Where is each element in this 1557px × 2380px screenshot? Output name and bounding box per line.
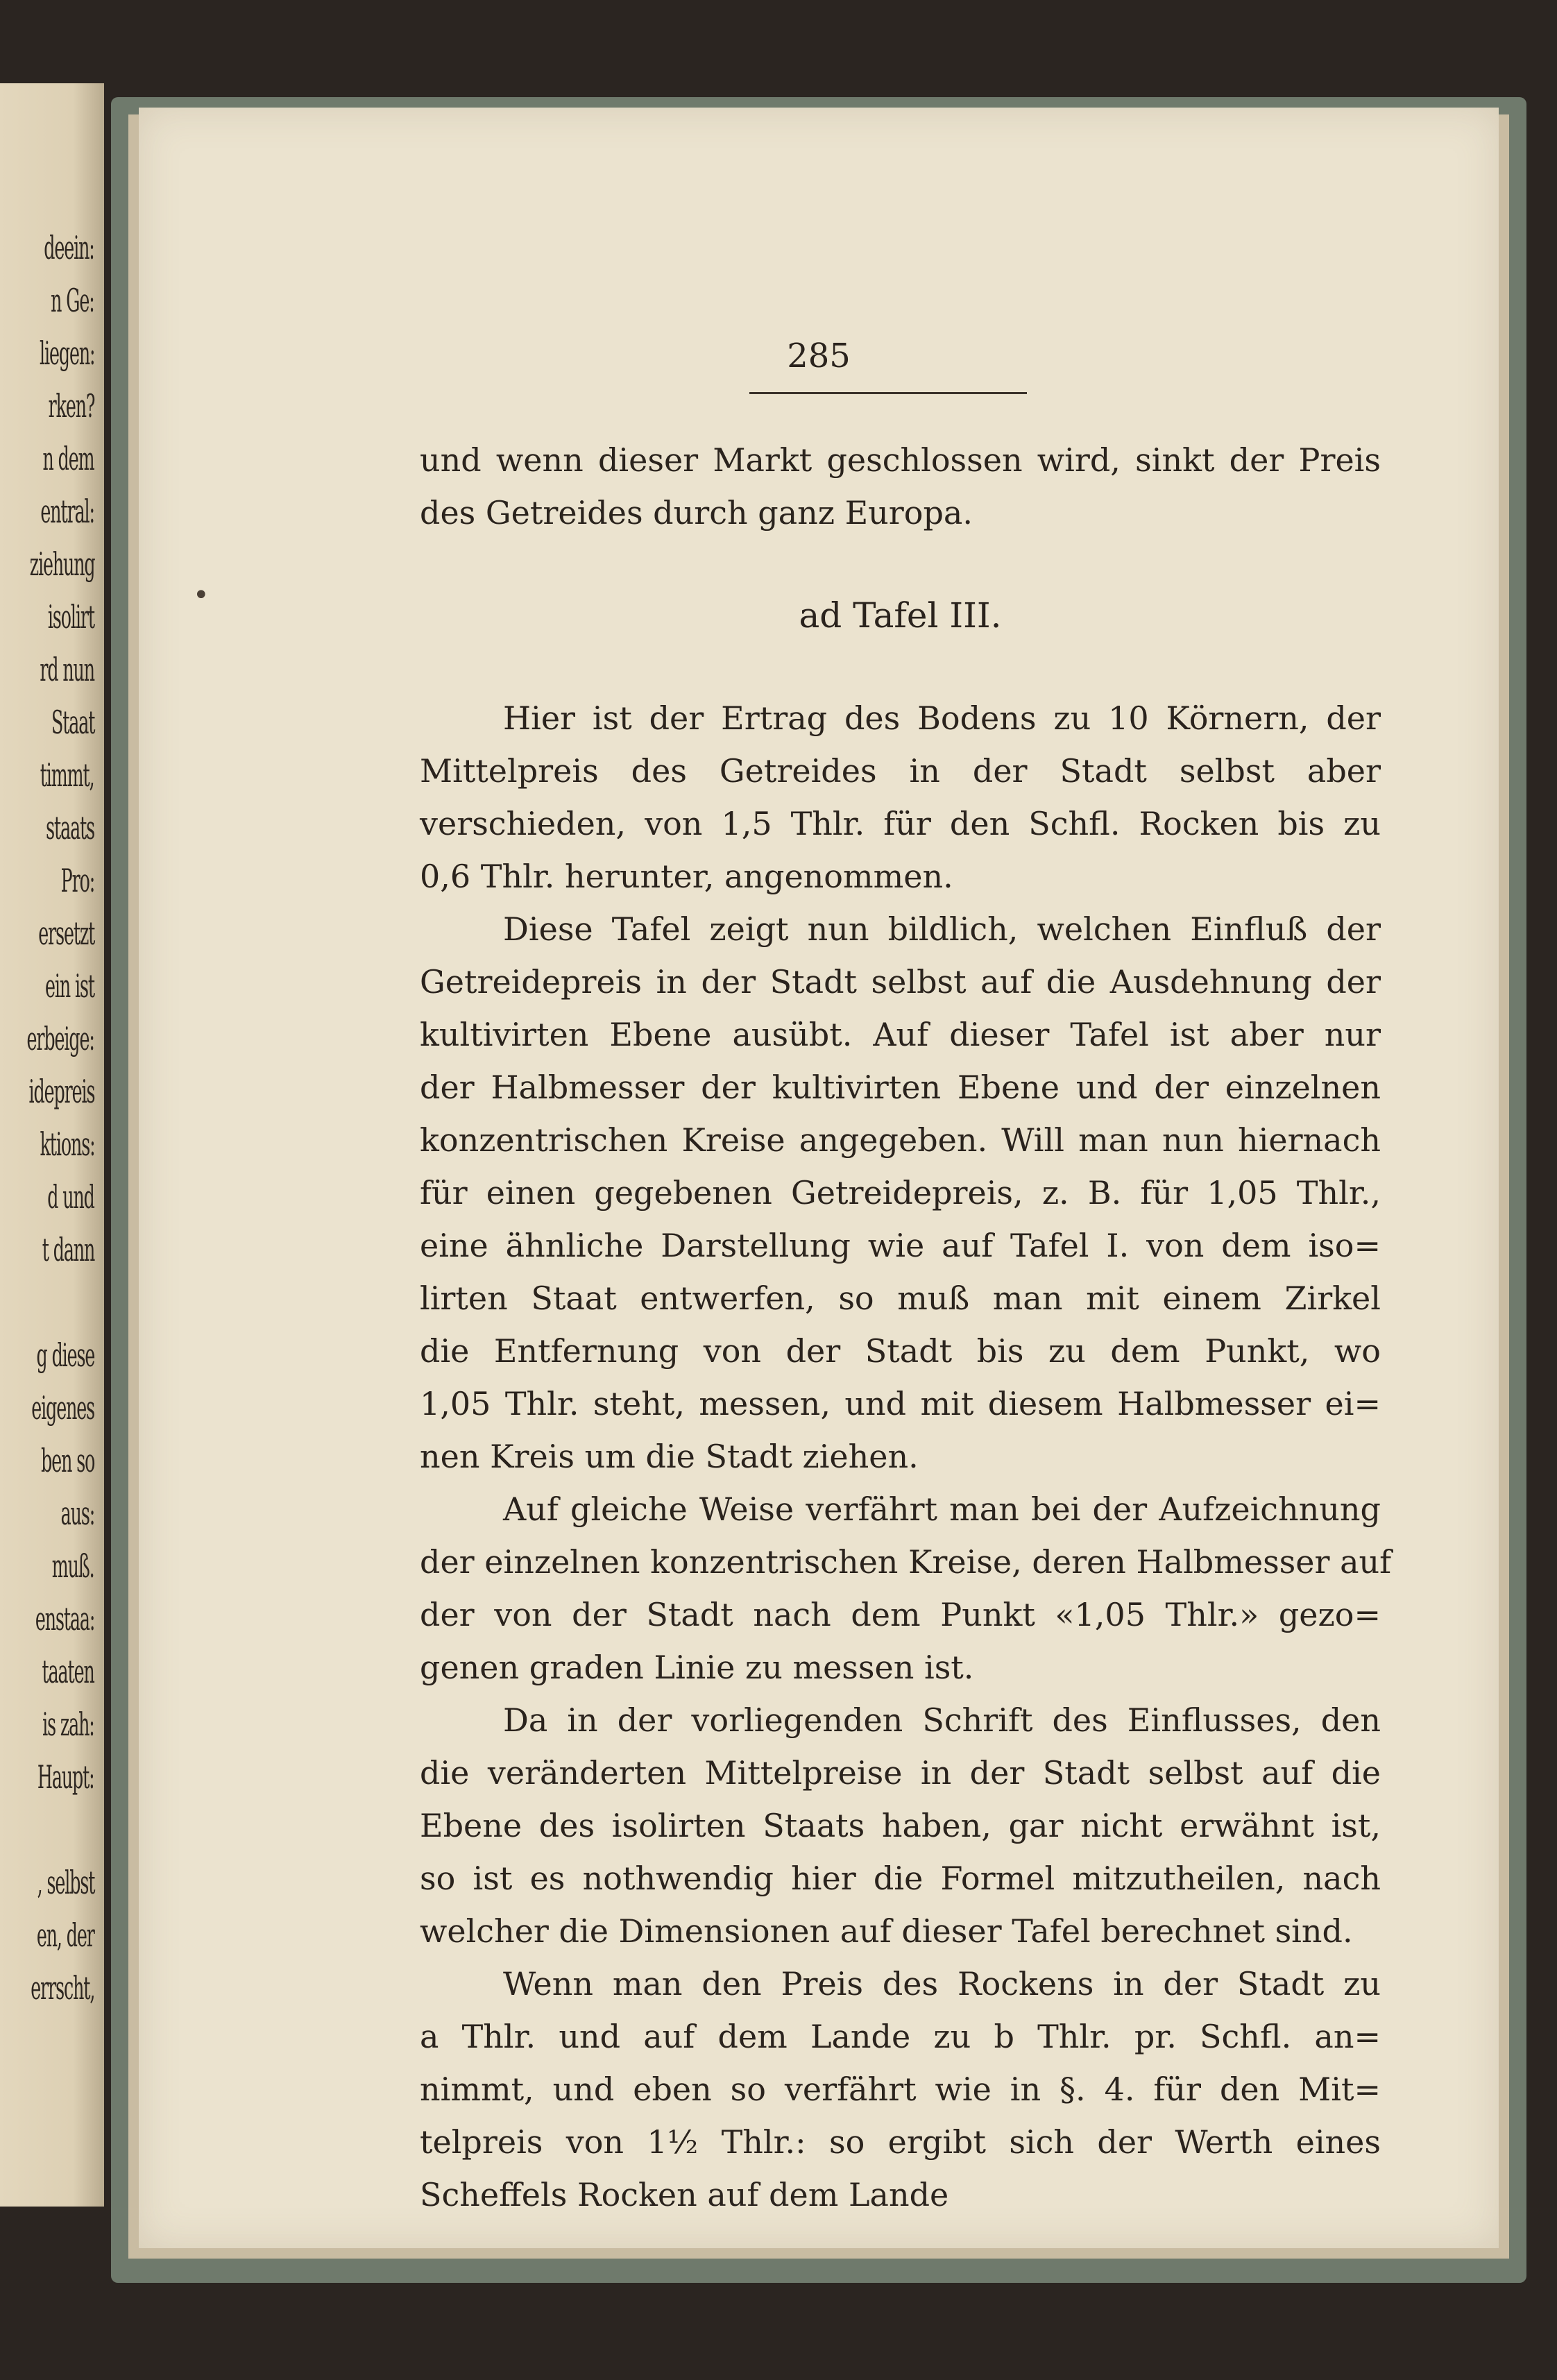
facing-page-fragment: rd nun: [40, 651, 94, 688]
facing-page-fragment: , selbst: [37, 1864, 94, 1901]
text-line: lirten Staat entwerfen, so muß man mit einem Zirkel: [420, 1280, 1381, 1317]
facing-page-fragment: n dem: [42, 440, 94, 477]
facing-page-fragment: n Ge:: [51, 282, 94, 319]
facing-page-fragment: g diese: [36, 1336, 94, 1374]
facing-page-fragment: ein ist: [45, 967, 94, 1005]
text-line: der Halbmesser der kultivirten Ebene und der einzelnen: [420, 1069, 1381, 1106]
facing-page-fragment: staats: [46, 809, 94, 847]
facing-page-fragment: Staat: [51, 704, 94, 741]
text-line: welcher die Dimensionen auf dieser Tafel berechnet sind.: [420, 1912, 1353, 1950]
facing-page-fragment: t dann: [42, 1231, 94, 1268]
facing-page-fragment: deein:: [44, 229, 94, 266]
facing-page-edge: [0, 83, 104, 2207]
text-line: kultivirten Ebene ausübt. Auf dieser Tafel ist aber nur: [420, 1016, 1381, 1053]
text-line: für einen gegebenen Getreidepreis, z. B. für 1,05 Thlr.,: [420, 1174, 1381, 1212]
paragraph-3: [420, 1483, 1392, 1694]
paragraph-4: [420, 1694, 1381, 1957]
book-page: [139, 108, 1499, 2248]
facing-page-fragment: isolirt: [47, 598, 94, 636]
text-line: a Thlr. und auf dem Lande zu b Thlr. pr. Schfl. an=: [420, 2018, 1381, 2055]
facing-page-fragment: is zah:: [42, 1706, 94, 1743]
text-line: 0,6 Thlr. herunter, angenommen.: [420, 858, 953, 895]
text-line: nen Kreis um die Stadt ziehen.: [420, 1438, 919, 1475]
text-line: Hier ist der Ertrag des Bodens zu 10 Körnern, der: [503, 699, 1381, 737]
text-line: Diese Tafel zeigt nun bildlich, welchen Einfluß der: [503, 910, 1381, 948]
text-line: Wenn man den Preis des Rockens in der Stadt zu: [503, 1965, 1381, 2003]
text-line: und wenn dieser Markt geschlossen wird, sinkt der Preis: [420, 441, 1381, 479]
facing-page-fragment: en, der: [37, 1916, 94, 1954]
facing-page-fragment: ziehung: [29, 545, 94, 583]
text-line: des Getreides durch ganz Europa.: [420, 494, 973, 532]
facing-page-fragment: Pro:: [60, 862, 94, 899]
text-line: Getreidepreis in der Stadt selbst auf die Ausdehnung der: [420, 963, 1381, 1001]
text-line: Da in der vorliegenden Schrift des Einflusses, den: [503, 1701, 1381, 1739]
facing-page-fragment: taaten: [42, 1653, 94, 1690]
facing-page-fragment: eigenes: [31, 1389, 94, 1427]
text-line: Ebene des isolirten Staats haben, gar nicht erwähnt ist,: [420, 1807, 1381, 1844]
text-line: nimmt, und eben so verfährt wie in §. 4. für den Mit=: [420, 2071, 1381, 2108]
ink-dot: •: [193, 579, 210, 611]
header-rule: [749, 392, 1027, 394]
facing-page-fragment: erbeige:: [26, 1020, 94, 1057]
facing-page-fragment: entral:: [40, 493, 94, 530]
paragraph-5: [420, 1957, 1381, 2221]
paragraph-1: [420, 692, 1381, 903]
facing-page-fragment: enstaa:: [35, 1600, 94, 1638]
text-line: Auf gleiche Weise verfährt man bei der Aufzeichnung: [503, 1490, 1381, 1528]
text-line: genen graden Linie zu messen ist.: [420, 1649, 974, 1686]
text-line: Mittelpreis des Getreides in der Stadt selbst aber: [420, 752, 1381, 790]
text-line: konzentrischen Kreise angegeben. Will man nun hiernach: [420, 1121, 1381, 1159]
facing-page-fragment: d und: [47, 1178, 94, 1216]
text-line: 1,05 Thlr. steht, messen, und mit diesem Halbmesser ei=: [420, 1385, 1381, 1422]
facing-page-fragment: rken?: [48, 387, 94, 425]
text-line: die veränderten Mittelpreise in der Stadt selbst auf die: [420, 1754, 1381, 1792]
facing-page-fragment: timmt,: [40, 756, 94, 794]
body-text: [420, 434, 1392, 2221]
facing-page-fragment: liegen:: [39, 334, 94, 372]
facing-page-fragment: Haupt:: [37, 1758, 94, 1796]
facing-page-fragment: muß.: [52, 1547, 94, 1585]
facing-page-fragment: ben so: [40, 1442, 94, 1479]
text-line: der einzelnen konzentrischen Kreise, deren Halbmesser auf: [420, 1543, 1392, 1581]
text-line: verschieden, von 1,5 Thlr. für den Schfl. Rocken bis zu: [420, 805, 1381, 842]
text-line: so ist es nothwendig hier die Formel mitzutheilen, nach: [420, 1860, 1381, 1897]
facing-page-fragment: errscht,: [30, 1969, 94, 2007]
paragraph-2: [420, 903, 1381, 1483]
text-line: der von der Stadt nach dem Punkt «1,05 Thlr.» gezo=: [420, 1596, 1381, 1633]
facing-page-fragment: ktions:: [40, 1125, 94, 1163]
section-heading: ad Tafel III.: [799, 595, 1002, 636]
facing-page-fragment: aus:: [60, 1495, 94, 1532]
text-line: die Entfernung von der Stadt bis zu dem Punkt, wo: [420, 1332, 1381, 1370]
page-number: 285: [787, 337, 851, 375]
facing-page-fragment: ersetzt: [38, 915, 94, 952]
facing-page-fragment: idepreis: [28, 1073, 94, 1110]
text-line: telpreis von 1½ Thlr.: so ergibt sich der Werth eines: [420, 2123, 1381, 2161]
text-line: eine ähnliche Darstellung wie auf Tafel I. von dem iso=: [420, 1227, 1381, 1264]
text-line: Scheffels Rocken auf dem Lande: [420, 2176, 949, 2213]
